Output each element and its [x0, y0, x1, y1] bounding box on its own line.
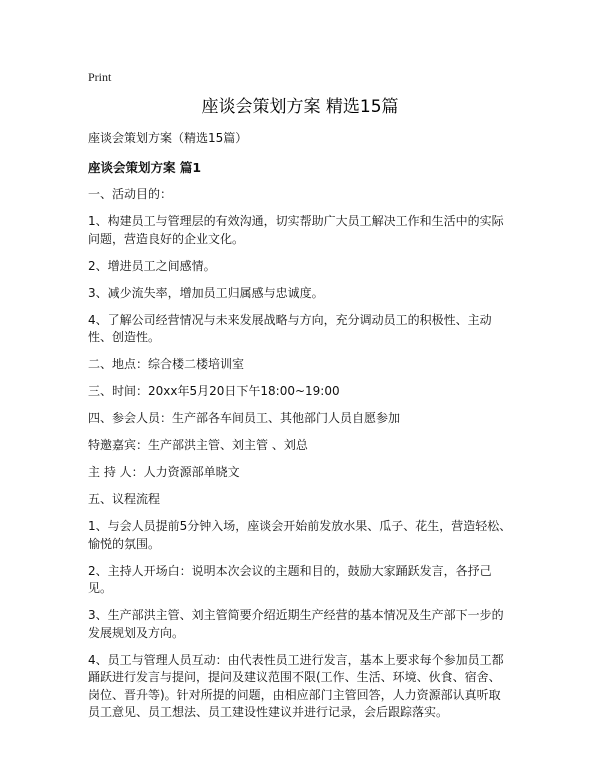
paragraph-agenda-4: 4、员工与管理人员互动：由代表性员工进行发言，基本上要求每个参加员工都踊跃进行发言与提问，提问及建议范围不限(工作、生活、环境、伙食、宿舍、岗位、晋升等)。针对所提的问题，由相应部门主管回答，人力资源部认真听取员工意见、员工想法、员工建设性建议并进行记录，会后跟踪落实。 — [88, 652, 504, 719]
paragraph-agenda-2: 2、主持人开场白：说明本次会议的主题和目的，鼓励大家踊跃发言，各抒己见。 — [88, 563, 492, 595]
document-title: 座谈会策划方案 精选15篇 — [201, 97, 399, 117]
paragraph-agenda-heading: 五、议程流程 — [88, 492, 161, 506]
paragraph-purpose-1: 1、构建员工与管理层的有效沟通，切实帮助广大员工解决工作和生活中的实际问题，营造良好的企业文化。 — [88, 214, 504, 246]
paragraph-purpose-4: 4、了解公司经营情况与未来发展战略与方向，充分调动员工的积极性、主动性、创造性。 — [88, 312, 492, 344]
paragraph-host: 主 持 人：人力资源部单晓文 — [88, 465, 240, 479]
paragraph-guests: 特邀嘉宾：生产部洪主管、刘主管 、刘总 — [88, 438, 308, 452]
paragraph-activity-purpose: 一、活动目的： — [88, 187, 173, 201]
document-subtitle: 座谈会策划方案（精选15篇） — [88, 131, 248, 145]
paragraph-agenda-1: 1、与会人员提前5分钟入场，座谈会开始前发放水果、瓜子、花生，营造轻松、愉悦的氛围。 — [88, 519, 512, 551]
paragraph-attendees: 四、参会人员：生产部各车间员工、其他部门人员自愿参加 — [88, 411, 401, 425]
paragraph-purpose-2: 2、增进员工之间感情。 — [88, 258, 216, 273]
paragraph-time: 三、时间：20xx年5月20日下午18:00~19:00 — [88, 384, 340, 398]
paragraph-purpose-3: 3、减少流失率，增加员工归属感与忠诚度。 — [88, 285, 324, 300]
paragraph-location: 二、地点：综合楼二楼培训室 — [88, 357, 245, 371]
section-heading: 座谈会策划方案 篇1 — [88, 160, 202, 175]
paragraph-agenda-3: 3、生产部洪主管、刘主管简要介绍近期生产经营的基本情况及生产部下一步的发展规划及方向。 — [88, 608, 504, 640]
print-label: Print — [88, 70, 112, 84]
